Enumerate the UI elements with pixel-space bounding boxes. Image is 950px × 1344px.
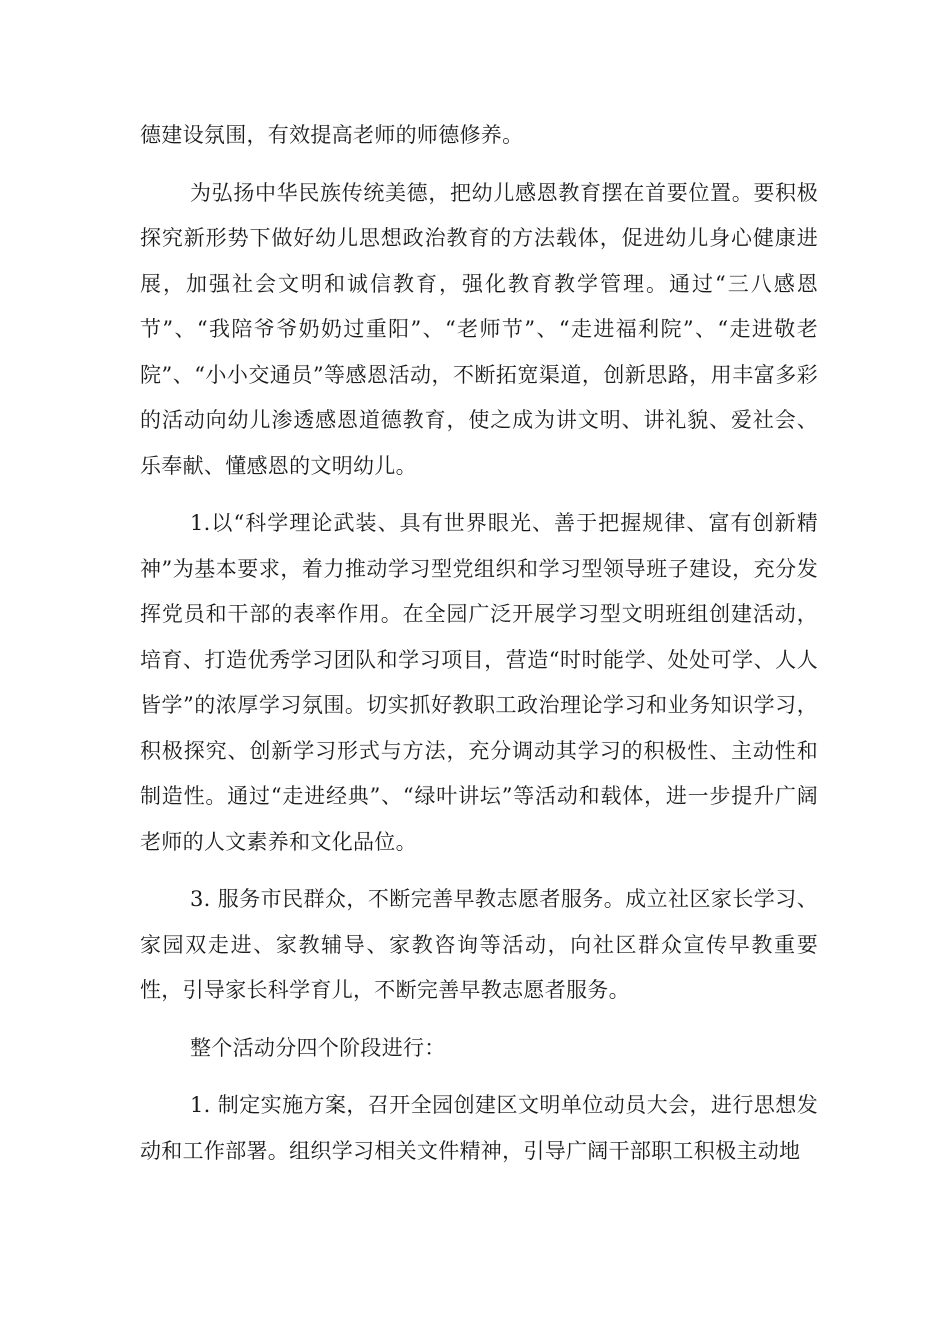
paragraph-4: 3. 服务市民群众，不断完善早教志愿者服务。成立社区家长学习、家园双走进、家教辅导、家教咨询等活动，向社区群众宣传早教重要性，引导家长科学育儿，不断完善早教志愿者服务。 — [140, 887, 818, 1002]
paragraph-1: 德建设氛围，有效提高老师的师德修养。 — [140, 123, 524, 147]
paragraph-5: 整个活动分四个阶段进行： — [190, 1035, 446, 1060]
paragraph-3: 1.以“科学理论武装、具有世界眼光、善于把握规律、富有创新精神”为基本要求，着力推动学习型党组织和学习型领导班子建设，充分发挥党员和干部的表率作用。在全园广泛开展学习型文明班组创建活动，培育、打造优秀学习团队和学习项目，营造“时时能学、处处可学、人人皆学”的浓厚学习氛围。切实抓好教职工政治理论学习和业务知识学习，积极探究、创新学习形式与方法，充分调动其学习的积极性、主动性和制造性。通过“走进经典”、“绿叶讲坛”等活动和载体，进一步提升广阔老师的人文素养和文化品位。 — [140, 511, 818, 854]
paragraph-2: 为弘扬中华民族传统美德，把幼儿感恩教育摆在首要位置。要积极探究新形势下做好幼儿思想政治教育的方法载体，促进幼儿身心健康进展，加强社会文明和诚信教育，强化教育教学管理。通过“三八感恩节”、“我陪爷爷奶奶过重阳”、“老师节”、“走进福利院”、“走进敬老院”、“小小交通员”等感恩活动，不断拓宽渠道，创新思路，用丰富多彩的活动向幼儿渗透感恩道德教育，使之成为讲文明、讲礼貌、爱社会、乐奉献、懂感恩的文明幼儿。 — [140, 180, 818, 478]
paragraph-6: 1. 制定实施方案，召开全园创建区文明单位动员大会，进行思想发动和工作部署。组织学习相关文件精神，引导广阔干部职工积极主动地 — [140, 1093, 818, 1163]
document-page — [140, 113, 818, 1174]
